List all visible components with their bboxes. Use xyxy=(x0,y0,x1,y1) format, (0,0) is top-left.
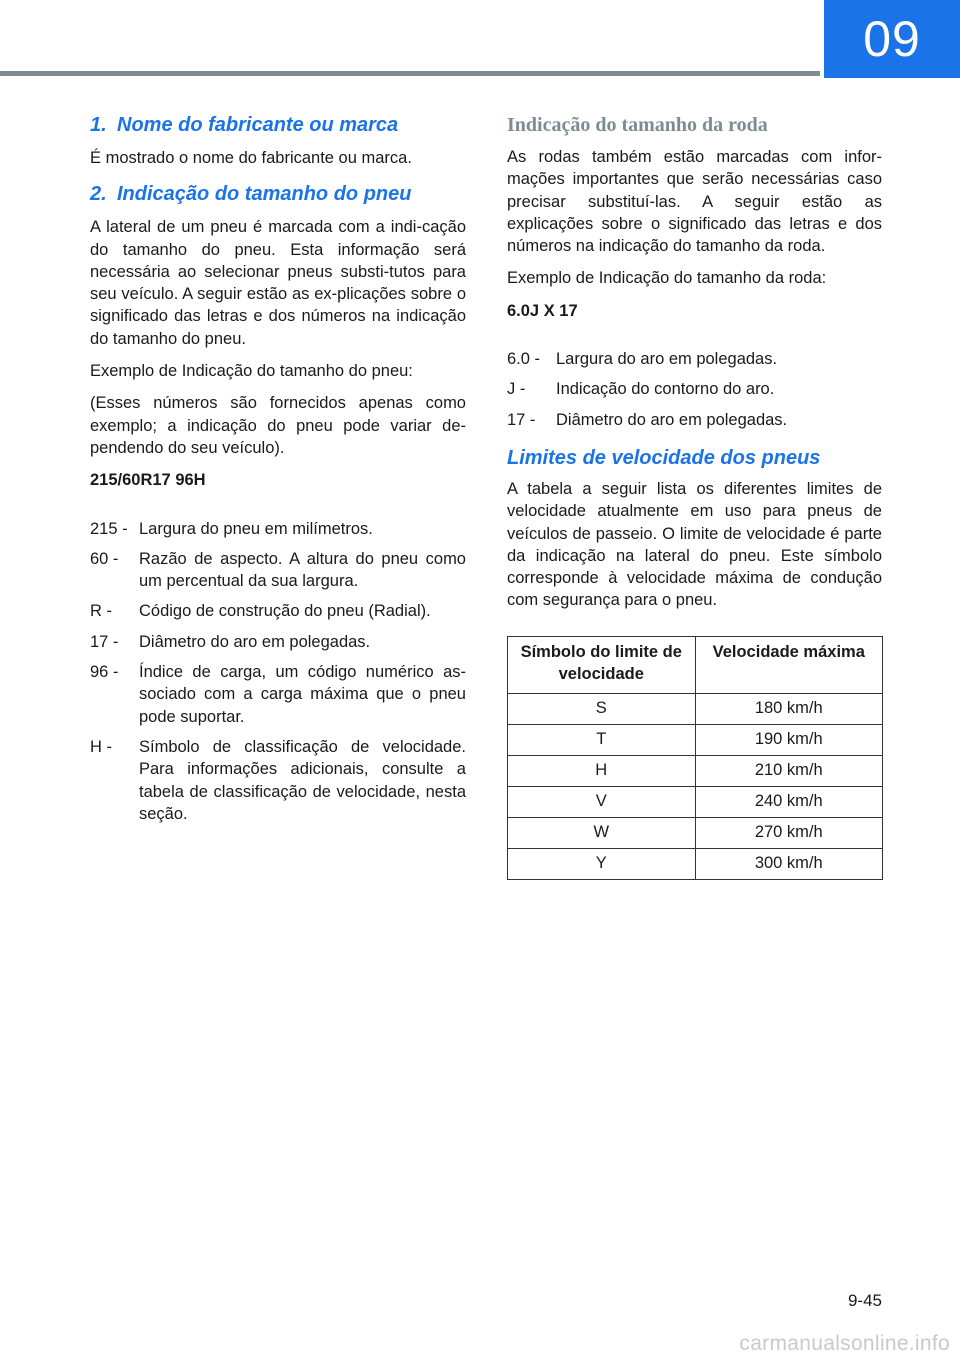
cell-symbol: T xyxy=(508,724,696,755)
cell-speed: 180 km/h xyxy=(695,693,883,724)
table-header-symbol: Símbolo do limite de velocidade xyxy=(508,636,696,693)
cell-speed: 240 km/h xyxy=(695,786,883,817)
definition-key: 17 - xyxy=(507,410,536,429)
definition-row xyxy=(90,631,466,653)
definition-key: 17 - xyxy=(90,632,119,651)
definition-text: Indicação do contorno do aro. xyxy=(556,380,775,399)
chapter-number: 09 xyxy=(863,11,921,67)
table-row xyxy=(508,817,883,848)
definition-key: 215 - xyxy=(90,519,128,538)
wheel-size-description: As rodas também estão marcadas com infor-mações importantes que serão necessárias caso precisar substituí-las. A seguir estão as explicações sobre o significado das letras e dos números na indicação do tamanho da roda. xyxy=(507,148,882,256)
definition-text: Razão de aspecto. A altura do pneu como um percentual da sua largura. xyxy=(139,549,466,591)
tire-size-example-label: Exemplo de Indicação do tamanho do pneu: xyxy=(90,362,413,381)
heading-text: Nome do fabricante ou marca xyxy=(117,114,399,136)
definition-row xyxy=(90,736,466,825)
heading-number: 1. xyxy=(90,114,107,136)
cell-speed: 270 km/h xyxy=(695,817,883,848)
cell-speed: 300 km/h xyxy=(695,848,883,879)
wheel-size-example-label: Exemplo de Indicação do tamanho da roda: xyxy=(507,269,827,288)
table-header-speed: Velocidade máxima xyxy=(695,636,883,693)
definition-key: 60 - xyxy=(90,549,119,568)
tire-size-example: 215/60R17 96H xyxy=(90,471,206,490)
heading-wheel-size: Indicação do tamanho da roda xyxy=(507,114,768,136)
right-column xyxy=(507,112,882,880)
definition-text: Símbolo de classificação de velocidade. Para informações adicionais, consulte a tabela de classificação de velocidade, nesta seção. xyxy=(139,737,466,823)
definition-key: 6.0 - xyxy=(507,350,541,369)
cell-speed: 190 km/h xyxy=(695,724,883,755)
wheel-size-example: 6.0J X 17 xyxy=(507,301,578,320)
definition-text: Largura do pneu em milímetros. xyxy=(139,519,373,538)
table-row xyxy=(508,848,883,879)
table-row xyxy=(508,693,883,724)
chapter-tab xyxy=(824,0,960,78)
cell-symbol: H xyxy=(508,755,696,786)
definition-row xyxy=(507,348,882,370)
cell-speed: 210 km/h xyxy=(695,755,883,786)
speed-limits-description: A tabela a seguir lista os diferentes limites de velocidade atualmente em uso para pneus de veículos de passeio. O limite de velocidade é parte da indicação na lateral do pneu. Este símbolo corresponde à velocidade máxima de condução com segurança para o pneu. xyxy=(507,479,882,610)
definition-key: R - xyxy=(90,602,112,621)
heading-tire-size xyxy=(90,181,466,208)
left-column xyxy=(90,112,466,833)
definition-text: Diâmetro do aro em polegadas. xyxy=(556,410,788,429)
table-row xyxy=(508,755,883,786)
heading-speed-limits: Limites de velocidade dos pneus xyxy=(507,446,821,469)
definition-row xyxy=(507,378,882,400)
speed-rating-table xyxy=(507,636,883,880)
definition-row xyxy=(90,548,466,593)
table-header-row xyxy=(508,636,883,693)
definition-row xyxy=(90,600,466,622)
manufacturer-text: É mostrado o nome do fabricante ou marca. xyxy=(90,149,412,167)
definition-key: 96 - xyxy=(90,663,119,682)
definition-row xyxy=(90,661,466,728)
heading-number: 2. xyxy=(90,183,107,206)
cell-symbol: V xyxy=(508,786,696,817)
cell-symbol: Y xyxy=(508,848,696,879)
definition-key: H - xyxy=(90,737,112,756)
heading-text: Indicação do tamanho do pneu xyxy=(117,183,412,206)
tire-size-note: (Esses números são fornecidos apenas como exemplo; a indicação do pneu pode variar de-pendendo do seu veículo). xyxy=(90,394,466,457)
definition-row xyxy=(507,409,882,431)
header-rule xyxy=(0,71,820,76)
definition-text: Largura do aro em polegadas. xyxy=(556,350,778,369)
heading-manufacturer xyxy=(90,112,466,139)
page-number: 9-45 xyxy=(847,1291,882,1310)
watermark: carmanualsonline.info xyxy=(739,1332,950,1355)
definition-key: J - xyxy=(507,380,526,399)
table-row xyxy=(508,724,883,755)
definition-row xyxy=(90,518,466,540)
definition-text: Índice de carga, um código numérico as-sociado com a carga máxima que o pneu pode suportar. xyxy=(139,663,466,726)
table-row xyxy=(508,786,883,817)
definition-text: Diâmetro do aro em polegadas. xyxy=(139,632,371,651)
cell-symbol: W xyxy=(508,817,696,848)
tire-size-description: A lateral de um pneu é marcada com a indi-cação do tamanho do pneu. Esta informação será necessária ao selecionar pneus substi-tutos para seu veículo. A seguir estão as ex-plicações sobre o significado das letras e dos números na indicação do tamanho do pneu. xyxy=(90,218,466,348)
definition-text: Código de construção do pneu (Radial). xyxy=(139,602,431,621)
cell-symbol: S xyxy=(508,693,696,724)
